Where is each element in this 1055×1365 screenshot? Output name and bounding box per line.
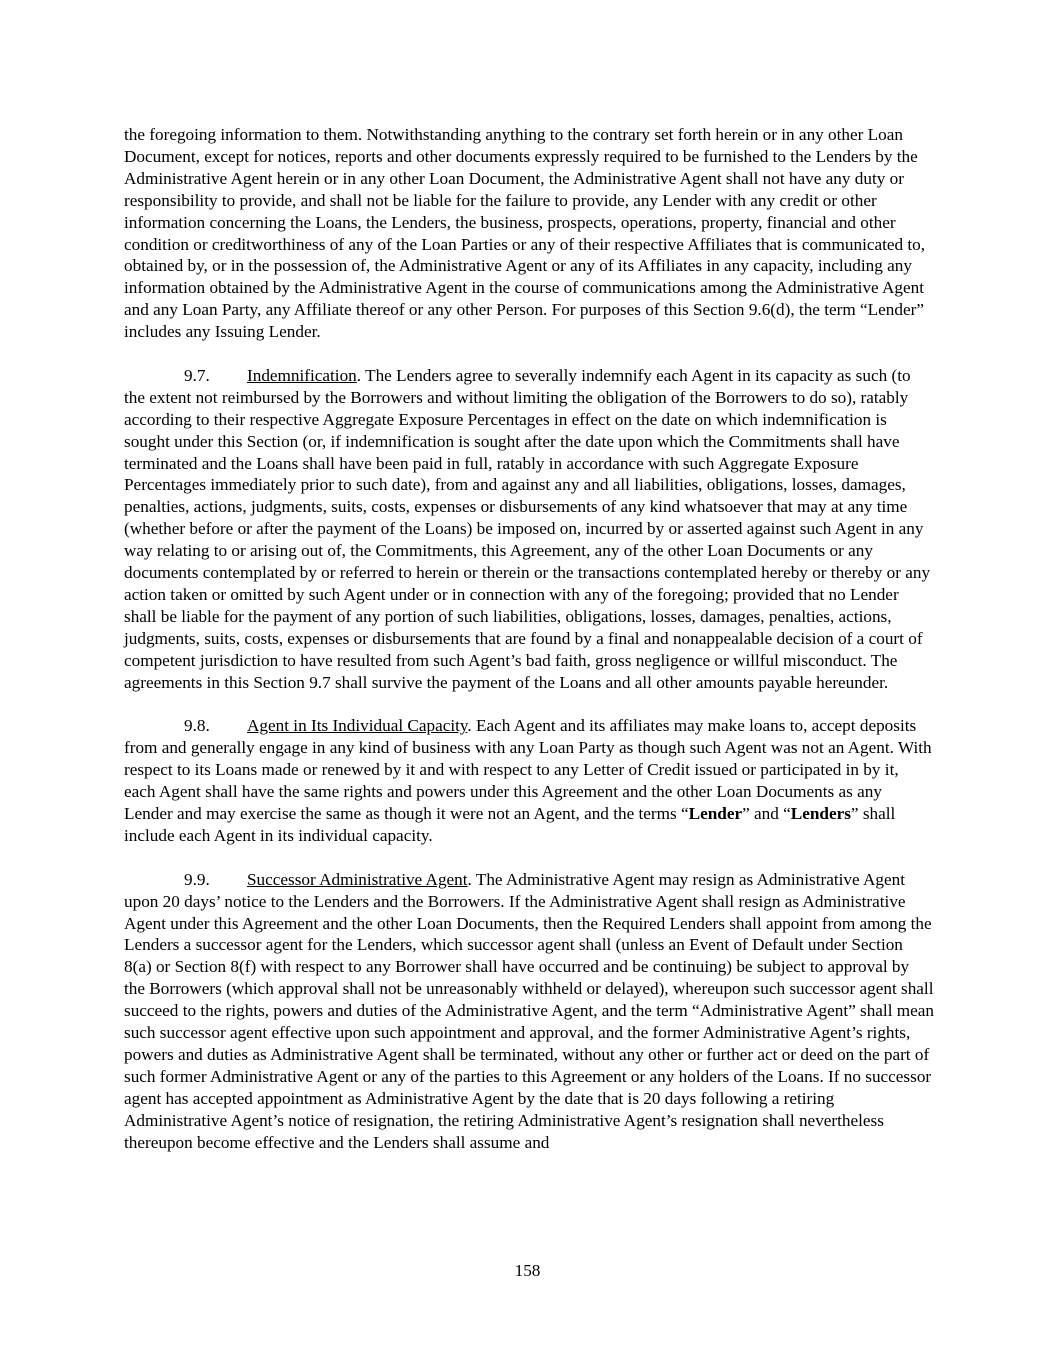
- document-page: [124, 124, 934, 1175]
- section-9-9-title: Successor Administrative Agent: [247, 869, 468, 889]
- section-9-9-paragraph: [124, 869, 934, 1154]
- section-9-8-body-part1: . Each Agent and its affiliates may make loans to, accept deposits from and generally engage in any kind of business with any Loan Party as though such Agent was not an Agent. With respect to its Loans made or renewed by it and with respect to any Letter of Credit issued or participated in by it, each Agent shall have the same rights and powers under this Agreement and the other Loan Documents as any Lender and may exercise the same as though it were not an Agent, and the terms “: [124, 716, 932, 824]
- section-9-8-term-lenders: Lenders: [790, 804, 851, 824]
- section-9-7-paragraph: [124, 365, 934, 694]
- section-9-8-number: 9.8.: [184, 716, 210, 736]
- section-9-9-body: . The Administrative Agent may resign as Administrative Agent upon 20 days’ notice to the Lenders and the Borrowers. If the Administrative Agent shall resign as Administrative Agent under this Agreement and the other Loan Documents, then the Required Lenders shall appoint from among the Lenders a successor agent for the Lenders, which successor agent shall (unless an Event of Default under Section 8(a) or Section 8(f) with respect to any Borrower shall have occurred and be continuing) be subject to approval by the Borrowers (which approval shall not be unreasonably withheld or delayed), whereupon such successor agent shall succeed to the rights, powers and duties of the Administrative Agent, and the term “Administrative Agent” shall mean such successor agent effective upon such appointment and approval, and the former Administrative Agent’s rights, powers and duties as Administrative Agent shall be terminated, without any other or further act or deed on the part of such former Administrative Agent or any of the parties to this Agreement or any holders of the Loans. If no successor agent has accepted appointment as Administrative Agent by the date that is 20 days following a retiring Administrative Agent’s notice of resignation, the retiring Administrative Agent’s resignation shall nevertheless thereupon become effective and the Lenders shall assume and: [124, 869, 935, 1152]
- section-9-7-number: 9.7.: [184, 365, 210, 385]
- section-9-8-body-part3: ” shall include each Agent in its individual capacity.: [124, 804, 896, 845]
- section-9-8-paragraph: [124, 715, 934, 846]
- section-9-7-title: Indemnification: [247, 365, 357, 385]
- section-9-9-number: 9.9.: [184, 869, 210, 889]
- continued-paragraph: the foregoing information to them. Notwithstanding anything to the contrary set forth herein or in any other Loan Document, except for notices, reports and other documents expressly required to be furnished to the Lenders by the Administrative Agent herein or in any other Loan Document, the Administrative Agent shall not have any duty or responsibility to provide, and shall not be liable for the failure to provide, any Lender with any credit or other information concerning the Loans, the Lenders, the business, prospects, operations, property, financial and other condition or creditworthiness of any of the Loan Parties or any of their respective Affiliates that is communicated to, obtained by, or in the possession of, the Administrative Agent or any of its Affiliates in any capacity, including any information obtained by the Administrative Agent in the course of communications among the Administrative Agent and any Loan Party, any Affiliate thereof or any other Person. For purposes of this Section 9.6(d), the term “Lender” includes any Issuing Lender.: [124, 125, 926, 342]
- section-9-8-body-part2: ” and “: [742, 804, 791, 824]
- page-number: 158: [514, 1261, 541, 1280]
- section-9-8-term-lender: Lender: [688, 804, 743, 824]
- section-9-7-body: . The Lenders agree to severally indemnify each Agent in its capacity as such (to the extent not reimbursed by the Borrowers and without limiting the obligation of the Borrowers to do so), ratably according to their respective Aggregate Exposure Percentages in effect on the date on which indemnification is sought under this Section (or, if indemnification is sought after the date upon which the Commitments shall have terminated and the Loans shall have been paid in full, ratably in accordance with such Aggregate Exposure Percentages immediately prior to such date), from and against any and all liabilities, obligations, losses, damages, penalties, actions, judgments, suits, costs, expenses or disbursements of any kind whatsoever that may at any time (whether before or after the payment of the Loans) be imposed on, incurred by or asserted against such Agent in any way relating to or arising out of, the Commitments, this Agreement, any of the other Loan Documents or any documents contemplated by or referred to herein or therein or the transactions contemplated hereby or thereby or any action taken or omitted by such Agent under or in connection with any of the foregoing; provided that no Lender shall be liable for the payment of any portion of such liabilities, obligations, losses, damages, penalties, actions, judgments, suits, costs, expenses or disbursements that are found by a final and nonappealable decision of a court of competent jurisdiction to have resulted from such Agent’s bad faith, gross negligence or willful misconduct. The agreements in this Section 9.7 shall survive the payment of the Loans and all other amounts payable hereunder.: [124, 365, 931, 692]
- section-9-8-title: Agent in Its Individual Capacity: [247, 716, 468, 736]
